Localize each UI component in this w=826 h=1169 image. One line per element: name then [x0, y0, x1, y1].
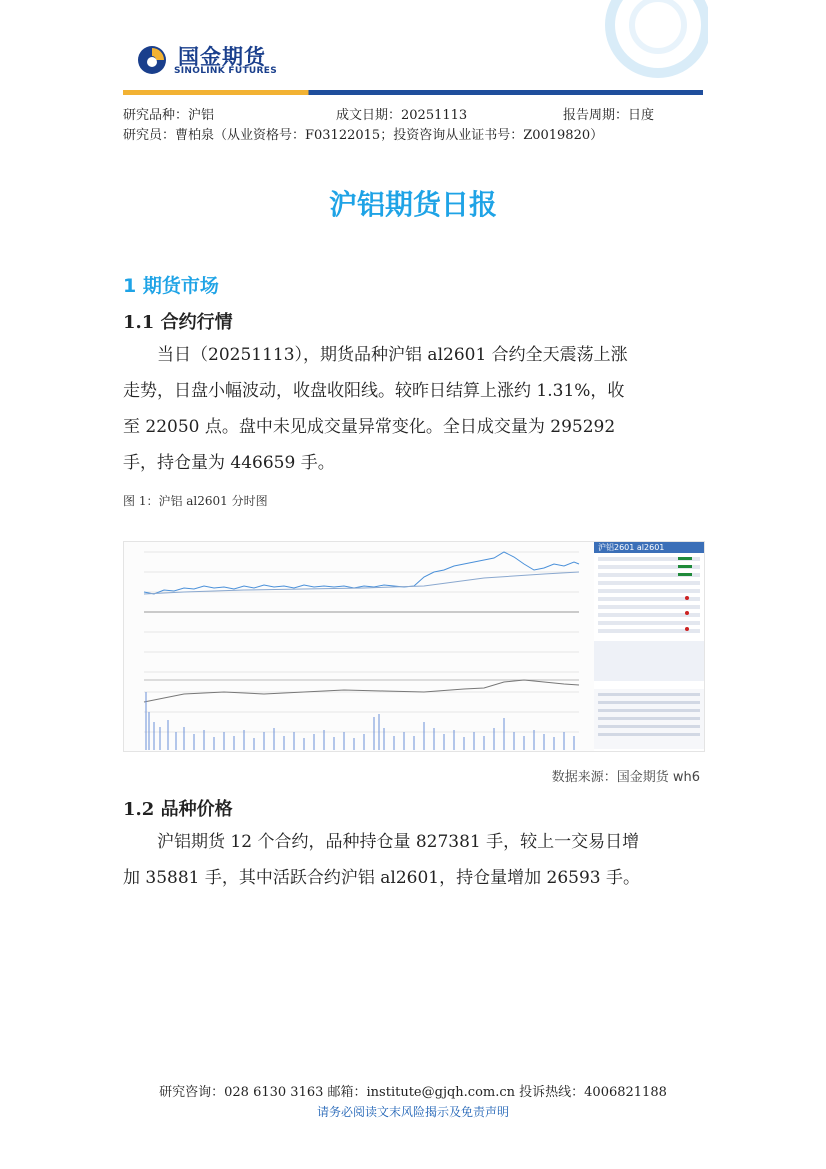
meta-date: 成文日期：20251113: [336, 108, 468, 123]
subsection-heading-price: 1.2 品种价格: [123, 799, 233, 820]
paragraph-line: 加 35881 手，其中活跃合约沪铝 al2601，持仓量增加 26593 手。: [123, 868, 641, 888]
paragraph-line: 至 22050 点。盘中未见成交量异常变化。全日成交量为 295292: [123, 417, 616, 437]
page-title: 沪铝期货日报: [328, 188, 497, 221]
logo-text-en: SINOLINK FUTURES: [174, 66, 277, 76]
paragraph-line: 走势，日盘小幅波动，收盘收阳线。较昨日结算上涨约 1.31%，收: [123, 381, 625, 401]
intraday-plot: [124, 542, 594, 751]
quote-panel-title-text: 沪铝2601 al2601: [598, 543, 665, 552]
figure-caption: 图 1：沪铝 al2601 分时图: [123, 494, 268, 508]
intraday-chart-image: [123, 541, 705, 752]
price-paragraph: [123, 824, 708, 896]
logo-text-cn: 国金期货: [178, 45, 266, 69]
paragraph-line: 当日（20251113），期货品种沪铝 al2601 合约全天震荡上涨: [157, 345, 628, 365]
contract-paragraph: [123, 337, 708, 481]
footer-disclaimer[interactable]: 请务必阅读文末风险揭示及免责声明: [316, 1105, 509, 1119]
header-divider: [123, 90, 703, 95]
quote-panel-title: [594, 542, 704, 553]
section-heading: 1 期货市场: [123, 275, 219, 297]
quote-panel-icon: [594, 553, 704, 751]
meta-researcher: 研究员：曹柏泉（从业资格号：F03122015；投资咨询从业证书号：Z0019820）: [123, 128, 604, 143]
subsection-heading-contract: 1.1 合约行情: [123, 312, 233, 333]
paragraph-line: 手，持仓量为 446659 手。: [123, 453, 335, 473]
data-source: 数据来源：国金期货 wh6: [551, 770, 700, 785]
decorative-rings-icon: [548, 0, 708, 95]
meta-variety: 研究品种：沪铝: [123, 108, 215, 123]
sinolink-logo-icon: [136, 44, 168, 76]
footer-contact: 研究咨询：028 6130 3163 邮箱：institute@gjqh.com.cn 投诉热线：4006821188: [159, 1085, 667, 1100]
paragraph-line: 沪铝期货 12 个合约，品种持仓量 827381 手，较上一交易日增: [157, 832, 640, 852]
meta-period: 报告周期：日度: [563, 108, 655, 123]
